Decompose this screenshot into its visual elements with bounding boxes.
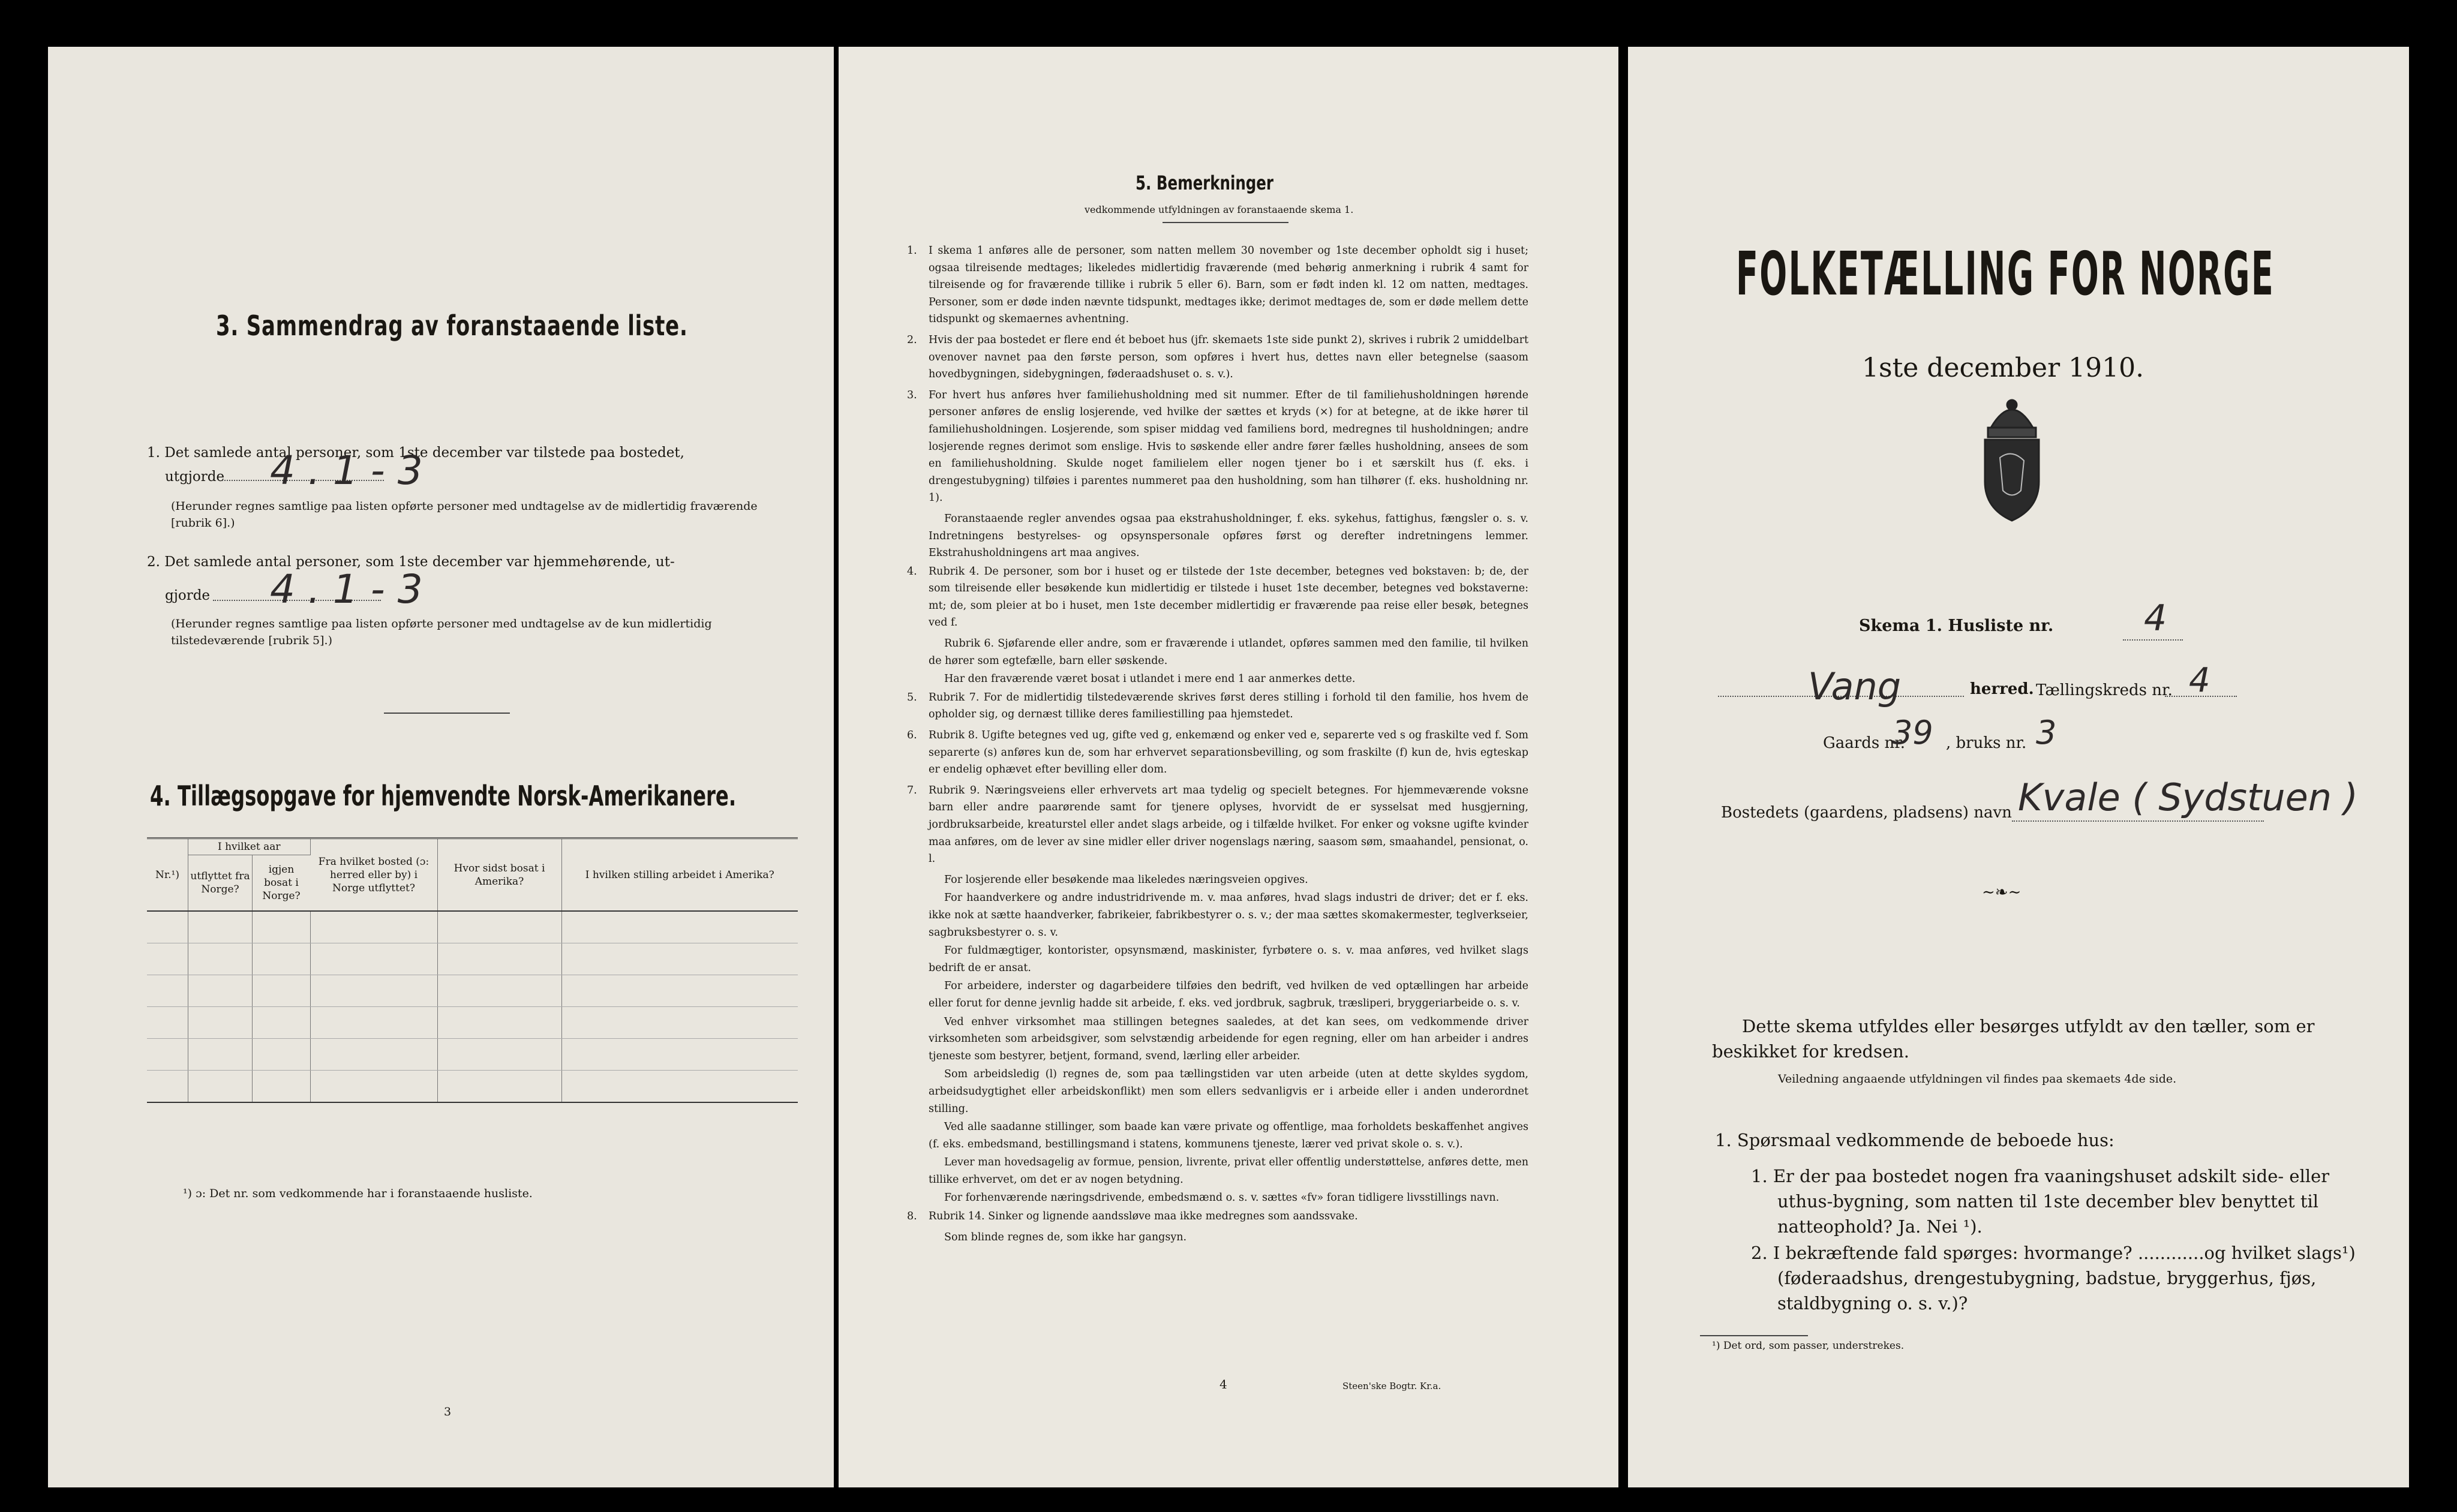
remark-text: I skema 1 anføres alle de personer, som natten mellem 30 november og 1ste december opholdt sig i huset; ogsaa tilreisende medtages; likeledes midlertidig fraværende (med behørig anmerkning i rubrik 4 samt for tilreisende og for fraværende tillike i rubrik 5 eller 6). Barn, som er født inden kl. 12 om natten, medtages. Personer, som er døde inden nævnte tidspunkt, medtages ikke; derimot medtages de, som er døde mellem dette tidspunkt og skemaernes avhentning. (929, 245, 1528, 326)
remark-paragraph (907, 689, 1528, 723)
summary-item-1-note: (Herunder regnes samtlige paa listen opførte personer med undtagelse av de midlertidig fraværende [rubrik 6].) (171, 500, 758, 530)
instruction-note: Veiledning angaaende utfyldningen vil findes paa skemaets 4de side. (1778, 1072, 2177, 1086)
question-2: 2. I bekræftende fald spørges: hvormange? ............og hvilket slags¹) (føderaadshus, drengestubygning, badstue, bryggerhus, fjøs, staldbygning o. s. v.)? (1751, 1243, 2356, 1313)
section-3-title: 3. Sammendrag av foranstaaende liste. (216, 309, 688, 342)
col-from: Fra hvilket bosted (ɔ: herred eller by) i Norge utflyttet? (310, 838, 437, 912)
remark-paragraph (929, 1189, 1528, 1207)
summary-item-1-value[interactable]: 4 . 1 - 3 (270, 447, 423, 494)
page-middle (839, 47, 1618, 1487)
page-number: 4 (1220, 1377, 1227, 1391)
remark-number: 5. (907, 691, 917, 704)
remark-text: Rubrik 6. Sjøfarende eller andre, som er fraværende i utlandet, opføres sammen med den familie, til hvilken de hører som egtefælle, barn eller søskende. (929, 638, 1528, 667)
remark-paragraph (929, 1066, 1528, 1117)
table-row (147, 1007, 798, 1039)
questions-header: 1. Spørsmaal vedkommende de beboede hus: (1715, 1130, 2114, 1150)
remark-number: 1. (907, 245, 917, 257)
page-left (48, 47, 834, 1487)
gaards-value[interactable]: 39 (1892, 714, 1933, 752)
remark-paragraph (929, 1154, 1528, 1188)
remark-paragraph (907, 1208, 1528, 1225)
printer-mark: Steen'ske Bogtr. Kr.a. (1342, 1381, 1441, 1391)
remark-paragraph (929, 942, 1528, 976)
summary-item-1-text: 1. Det samlede antal personer, som 1ste december var tilstede paa bostedet, (147, 445, 684, 461)
remark-text: Som arbeidsledig (l) regnes de, som paa tællingstiden var uten arbeide (uten at dette skyldes sygdom, arbeidsudygtighet eller arbeidskonflikt) men som ellers sedvanligvis er i arbeide eller i anden underordnet stilling. (929, 1068, 1528, 1115)
remarks-list (907, 242, 1528, 1247)
summary-item-1-label: utgjorde (165, 469, 225, 485)
remark-text: Ved alle saadanne stillinger, som baade kan være private og offentlige, maa forholdets beskaffenhet angives (f. eks. embedsmand, bestillingsmand i statens, kommunens tjeneste, lærer ved privat skole o. s. v.). (929, 1121, 1528, 1150)
bruks-value[interactable]: 3 (2036, 714, 2057, 752)
summary-item-2-label: gjorde (165, 588, 211, 603)
remark-paragraph (907, 563, 1528, 632)
remark-text: Ved enhver virksomhet maa stillingen betegnes saaledes, at det kan sees, om vedkommende driver virksomheten som arbeidsgiver, som selvstændig arbeidende for egen regning, eller om han arbeider i andres tjeneste som bestyrer, betjent, formand, svend, lærling eller arbeider. (929, 1015, 1528, 1062)
page-number: 3 (444, 1405, 452, 1418)
gaards-label: Gaards nr. (1823, 734, 1906, 752)
krets-label: Tællingskreds nr. (2036, 681, 2173, 699)
remark-paragraph (929, 1229, 1528, 1246)
remark-text: Hvis der paa bostedet er flere end ét beboet hus (jfr. skemaets 1ste side punkt 2), skrives i rubrik 2 umiddelbart ovenover navnet paa den første person, som opføres i hvert hus, dettes navn eller betegnelse (saasom hovedbygningen, sidebygningen, føderaadshuset o. s. v.). (929, 333, 1528, 381)
norsk-amerikanere-table (147, 837, 798, 1103)
remarks-title: 5. Bemerkninger (1136, 172, 1273, 194)
bruks-label: , bruks nr. (1946, 734, 2027, 752)
remark-text: Rubrik 8. Ugifte betegnes ved ug, gifte ved g, enkemænd og enker ved e, separerte ved s og fraskilte ved f. Som separerte (s) anføres kun de, som har erhvervet separationsbevilling, og som fraskilte (f) kun de, hvis egteskap er endelig ophævet efter bevilling eller dom. (929, 729, 1528, 776)
skema-label: Skema 1. Husliste nr. (1859, 617, 2054, 635)
remark-paragraph (929, 1014, 1528, 1065)
remark-paragraph (929, 889, 1528, 941)
remark-text: For hvert hus anføres hver familiehusholdning med sit nummer. Efter de til familiehusholdningen hørende personer anføres de enslig losjerende, ved hvilke der sættes et kryds (×) for at betegne, at de ikke hører til familiehusholdningen. Losjerende, som spiser middag ved familiens bord, medregnes til husholdningen; andre losjerende regnes derimot som enslige. Hvis to søskende eller andre fører fælles husholdning, ansees de som en familiehusholdning. Skulde noget familielem eller nogen tjener bo i et særskilt hus (f. eks. i drengestubygning) tilføies i parentes nummeret paa den husholdning, som han tilhører (f. eks. husholdning nr. 1). (929, 389, 1528, 504)
remark-text: Foranstaaende regler anvendes ogsaa paa ekstrahusholdninger, f. eks. sykehus, fattighus, fængsler o. s. v. Indretningens bestyrelses- og opsynspersonale opføres først og derefter indretningens lemmer. Ekstrahusholdningens art maa angives. (929, 512, 1528, 560)
col-emigrated: utflyttet fra Norge? (188, 855, 253, 912)
remark-text: For arbeidere, inderster og dagarbeidere tilføies den bedrift, ved hvilken de ved optællingen har arbeide eller forut for denne jevnlig hadde sit arbeide, f. eks. ved jordbruk, sagbruk, træsliperi, bryggeriarbeide o. s. v. (929, 980, 1528, 1009)
remark-paragraph (907, 332, 1528, 383)
remark-paragraph (929, 510, 1528, 562)
coat-of-arms-icon (1967, 386, 2057, 524)
remark-paragraph (929, 1119, 1528, 1153)
remark-text: Som blinde regnes de, som ikke har gangsyn. (944, 1231, 1187, 1243)
page-right (1628, 47, 2409, 1487)
bosted-line (2012, 820, 2264, 822)
table-row (147, 1039, 798, 1071)
summary-item-2-value[interactable]: 4 . 1 - 3 (270, 566, 423, 612)
remark-number: 2. (907, 333, 917, 346)
table-footnote: ¹) ɔ: Det nr. som vedkommende har i foranstaaende husliste. (183, 1187, 533, 1200)
herred-label: herred. (1970, 680, 2034, 698)
col-year: I hvilket aar (188, 838, 311, 855)
remark-text: Rubrik 4. De personer, som bor i huset og er tilstede der 1ste december, betegnes ved bokstaven: b; de, der som tilreisende eller besøkende kun midlertidig er tilstede i huset 1ste december, betegnes ved bokstaverne: mt; de, som pleier at bo i huset, men 1ste december midlertidig er fraværende paa reise eller besøk, betegnes ved f. (929, 565, 1528, 629)
remark-text: For forhenværende næringsdrivende, embedsmænd o. s. v. sættes «fv» foran tidligere livsstillings navn. (944, 1192, 1500, 1204)
krets-line (2165, 696, 2237, 697)
table-row (147, 911, 798, 943)
remark-number: 8. (907, 1210, 917, 1223)
remark-paragraph (929, 871, 1528, 889)
divider (1700, 1335, 1808, 1336)
table-row (147, 943, 798, 975)
herred-value[interactable]: Vang (1808, 665, 1902, 708)
remark-paragraph (929, 978, 1528, 1012)
remark-text: For fuldmægtiger, kontorister, opsynsmænd, maskinister, fyrbøtere o. s. v. maa anføres, ved hvilket slags bedrift de er ansat. (929, 945, 1528, 974)
section-4-title: 4. Tillægsopgave for hjemvendte Norsk-Amerikanere. (150, 780, 737, 812)
question-1: 1. Er der paa bostedet nogen fra vaaningshuset adskilt side- eller uthus-bygning, som natten til 1ste december blev benyttet til natteophold? Ja. Nei ¹). (1751, 1166, 2330, 1237)
remark-text: For haandverkere og andre industridrivende m. v. maa anføres, hvad slags industri de driver; det er f. eks. ikke nok at sætte haandverker, fabrikeier, fabrikbestyrer o. s. v.; der maa sættes skomakermester, teglverkseier, sagbruksbestyrer o. s. v. (929, 892, 1528, 939)
instruction-text: Dette skema utfyldes eller besørges utfyldt av den tæller, som er beskikket for kredsen. (1712, 1016, 2315, 1062)
remark-paragraph (907, 242, 1528, 328)
remark-text: Har den fraværende været bosat i utlandet i mere end 1 aar anmerkes dette. (944, 673, 1356, 686)
col-returned: igjen bosat i Norge? (262, 864, 301, 902)
table-row (147, 975, 798, 1007)
divider (384, 713, 510, 714)
bosted-value[interactable]: Kvale ( Sydstuen ) (2018, 775, 2358, 819)
remark-number: 6. (907, 729, 917, 742)
table-row (147, 1071, 798, 1103)
remark-number: 4. (907, 565, 917, 578)
remark-paragraph (907, 782, 1528, 868)
remark-number: 3. (907, 389, 917, 401)
col-nr: Nr.¹) (147, 838, 188, 912)
summary-item-2-text: 2. Det samlede antal personer, som 1ste december var hjemmehørende, ut- (147, 554, 675, 570)
form-title: FOLKETÆLLING FOR NORGE (1736, 239, 2275, 309)
remark-text: For losjerende eller besøkende maa likeledes næringsveien opgives. (944, 873, 1308, 886)
remark-number: 7. (907, 784, 917, 796)
remark-paragraph (929, 635, 1528, 669)
ornament-icon: ∼❧∼ (1982, 883, 2022, 901)
husliste-line (2123, 639, 2183, 641)
remark-text: Lever man hovedsagelig av formue, pension, livrente, privat eller offentlig understøttelse, anføres dette, men tillike erhvervet, om det er av nogen betydning. (929, 1156, 1528, 1186)
divider (1163, 222, 1288, 223)
remark-text: Rubrik 7. For de midlertidig tilstedeværende skrives først deres stilling i forhold til den familie, hos hvem de opholder sig, og dernæst tillike deres familiestilling paa hjemstedet. (929, 691, 1528, 721)
krets-value[interactable]: 4 (2189, 661, 2210, 700)
husliste-nr[interactable]: 4 (2144, 597, 2167, 639)
form-footnote: ¹) Det ord, som passer, understrekes. (1712, 1340, 1905, 1352)
col-position: I hvilken stilling arbeidet i Amerika? (561, 838, 798, 912)
col-where: Hvor sidst bosat i Amerika? (437, 838, 561, 912)
summary-item-2-note: (Herunder regnes samtlige paa listen opførte personer med undtagelse av de kun midlertidig tilstedeværende [rubrik 5].) (171, 617, 712, 647)
remarks-subtitle: vedkommende utfyldningen av foranstaaende skema 1. (1085, 204, 1354, 215)
remark-paragraph (907, 387, 1528, 507)
remark-paragraph (929, 671, 1528, 688)
bosted-label: Bostedets (gaardens, pladsens) navn (1721, 804, 2012, 822)
form-date: 1ste december 1910. (1862, 353, 2144, 383)
remark-text: Rubrik 14. Sinker og lignende aandssløve maa ikke medregnes som aandssvake. (929, 1210, 1358, 1223)
remark-paragraph (907, 727, 1528, 778)
remark-text: Rubrik 9. Næringsveiens eller erhvervets art maa tydelig og specielt betegnes. For hjemmeværende voksne barn eller andre paarørende samt for tjenere oplyses, hvorvidt de er sysselsat med husgjerning, jordbruksarbeide, kreaturstel eller andet slags arbeide, og i tilfælde hvilket. For enker og voksne ugifte kvinder maa anføres, om de lever av sine midler eller driver nogenslags næring, saasom søm, smaahandel, pensionat, o. l. (929, 784, 1528, 865)
